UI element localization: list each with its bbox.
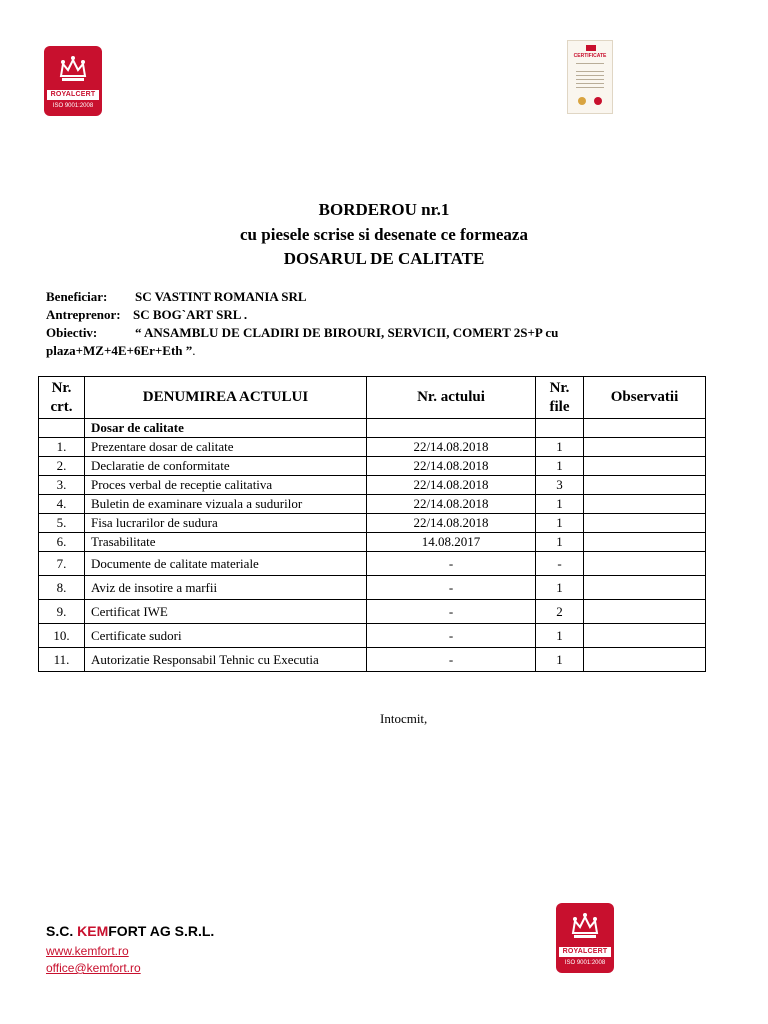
row-denumire: Certificat IWE — [85, 600, 367, 624]
document-subtitle: cu piesele scrise si desenate ce formeaza — [240, 225, 528, 244]
row-nr-file: 1 — [536, 576, 584, 600]
obiectiv-end: . — [192, 343, 196, 358]
row-denumire: Prezentare dosar de calitate — [85, 438, 367, 457]
row-denumire: Trasabilitate — [85, 533, 367, 552]
row-nr-actului: - — [367, 576, 536, 600]
table-row — [39, 624, 706, 648]
row-nr-file: 2 — [536, 600, 584, 624]
table-row — [39, 576, 706, 600]
certificate-image — [567, 40, 613, 114]
row-number: 11. — [39, 648, 85, 672]
row-observatii — [584, 624, 706, 648]
header-nr-actului: Nr. actului — [367, 377, 536, 419]
obiectiv-continuation — [46, 343, 196, 359]
row-nr-file: - — [536, 552, 584, 576]
obiectiv-line — [46, 325, 558, 341]
row-nr-file: 1 — [536, 648, 584, 672]
row-nr-file: 1 — [536, 457, 584, 476]
table-row — [39, 552, 706, 576]
header-observatii: Observatii — [584, 377, 706, 419]
row-number: 9. — [39, 600, 85, 624]
header-nr-crt: Nr. crt. — [39, 377, 85, 419]
row-number: 4. — [39, 495, 85, 514]
royalcert-logo — [44, 46, 102, 116]
table-row — [39, 600, 706, 624]
row-denumire: Buletin de examinare vizuala a sudurilor — [85, 495, 367, 514]
row-observatii — [584, 576, 706, 600]
table-section-row — [39, 419, 706, 438]
row-nr-actului: 14.08.2017 — [367, 533, 536, 552]
row-denumire: Documente de calitate materiale — [85, 552, 367, 576]
certificate-title: CERTIFICATE — [573, 53, 607, 59]
row-nr-actului: 22/14.08.2018 — [367, 457, 536, 476]
crown-icon — [556, 909, 614, 948]
row-nr-actului: 22/14.08.2018 — [367, 514, 536, 533]
row-nr-actului: - — [367, 648, 536, 672]
row-denumire: Declaratie de conformitate — [85, 457, 367, 476]
row-nr-file: 1 — [536, 533, 584, 552]
antreprenor-line — [46, 307, 247, 323]
row-nr-file: 1 — [536, 438, 584, 457]
table-header-row — [39, 377, 706, 419]
row-nr-actului: - — [367, 600, 536, 624]
table-row — [39, 648, 706, 672]
document-heading: DOSARUL DE CALITATE — [283, 249, 485, 268]
table-row — [39, 514, 706, 533]
table-row — [39, 476, 706, 495]
intocmit-label: Intocmit, — [380, 711, 428, 726]
obiectiv-value: “ ANSAMBLU DE CLADIRI DE BIROURI, SERVICII, COMERT 2S+P cu — [135, 325, 559, 340]
row-nr-file: 3 — [536, 476, 584, 495]
row-observatii — [584, 600, 706, 624]
row-denumire: Aviz de insotire a marfii — [85, 576, 367, 600]
beneficiar-line — [46, 289, 307, 305]
obiectiv-label: Obiectiv: — [46, 325, 98, 340]
logo-iso-text: ISO 9001:2008 — [52, 103, 94, 109]
footer-email-link[interactable]: office@kemfort.ro — [46, 961, 141, 975]
row-observatii — [584, 552, 706, 576]
antreprenor-label: Antreprenor: — [46, 307, 121, 322]
obiectiv-cont: plaza+MZ+4E+6Er+Eth ” — [46, 343, 193, 358]
logo-brand-text: ROYALCERT — [47, 90, 99, 100]
row-number: 3. — [39, 476, 85, 495]
row-nr-actului: - — [367, 624, 536, 648]
row-number: 10. — [39, 624, 85, 648]
row-observatii — [584, 476, 706, 495]
footer-company: S.C. KEMFORT AG S.R.L. — [46, 923, 215, 939]
crown-icon — [44, 52, 102, 91]
row-observatii — [584, 648, 706, 672]
document-title: BORDEROU nr.1 — [318, 200, 450, 219]
row-nr-actului: 22/14.08.2018 — [367, 476, 536, 495]
footer-website-link[interactable]: www.kemfort.ro — [46, 944, 129, 958]
table-row — [39, 495, 706, 514]
row-nr-file: 1 — [536, 624, 584, 648]
table-row — [39, 438, 706, 457]
row-observatii — [584, 457, 706, 476]
table-row — [39, 457, 706, 476]
table-row — [39, 533, 706, 552]
borderou-table — [38, 376, 706, 672]
row-number: 2. — [39, 457, 85, 476]
antreprenor-value: SC BOG`ART SRL . — [133, 307, 248, 322]
row-denumire: Certificate sudori — [85, 624, 367, 648]
row-observatii — [584, 514, 706, 533]
row-number: 5. — [39, 514, 85, 533]
royalcert-logo-bottom — [556, 903, 614, 973]
row-nr-actului: 22/14.08.2018 — [367, 438, 536, 457]
row-nr-actului: - — [367, 552, 536, 576]
row-number: 1. — [39, 438, 85, 457]
logo-brand-text: ROYALCERT — [559, 947, 611, 957]
section-label: Dosar de calitate — [85, 419, 367, 438]
header-denumire: DENUMIREA ACTULUI — [85, 377, 367, 419]
row-number: 8. — [39, 576, 85, 600]
row-nr-file: 1 — [536, 514, 584, 533]
beneficiar-value: SC VASTINT ROMANIA SRL — [135, 289, 307, 304]
row-denumire: Proces verbal de receptie calitativa — [85, 476, 367, 495]
row-denumire: Fisa lucrarilor de sudura — [85, 514, 367, 533]
row-number: 7. — [39, 552, 85, 576]
row-observatii — [584, 495, 706, 514]
row-observatii — [584, 533, 706, 552]
row-observatii — [584, 438, 706, 457]
logo-iso-text: ISO 9001:2008 — [564, 960, 606, 966]
row-nr-actului: 22/14.08.2018 — [367, 495, 536, 514]
header-nr-file: Nr. file — [536, 377, 584, 419]
row-number: 6. — [39, 533, 85, 552]
row-nr-file: 1 — [536, 495, 584, 514]
row-denumire: Autorizatie Responsabil Tehnic cu Executia — [85, 648, 367, 672]
beneficiar-label: Beneficiar: — [46, 289, 108, 304]
